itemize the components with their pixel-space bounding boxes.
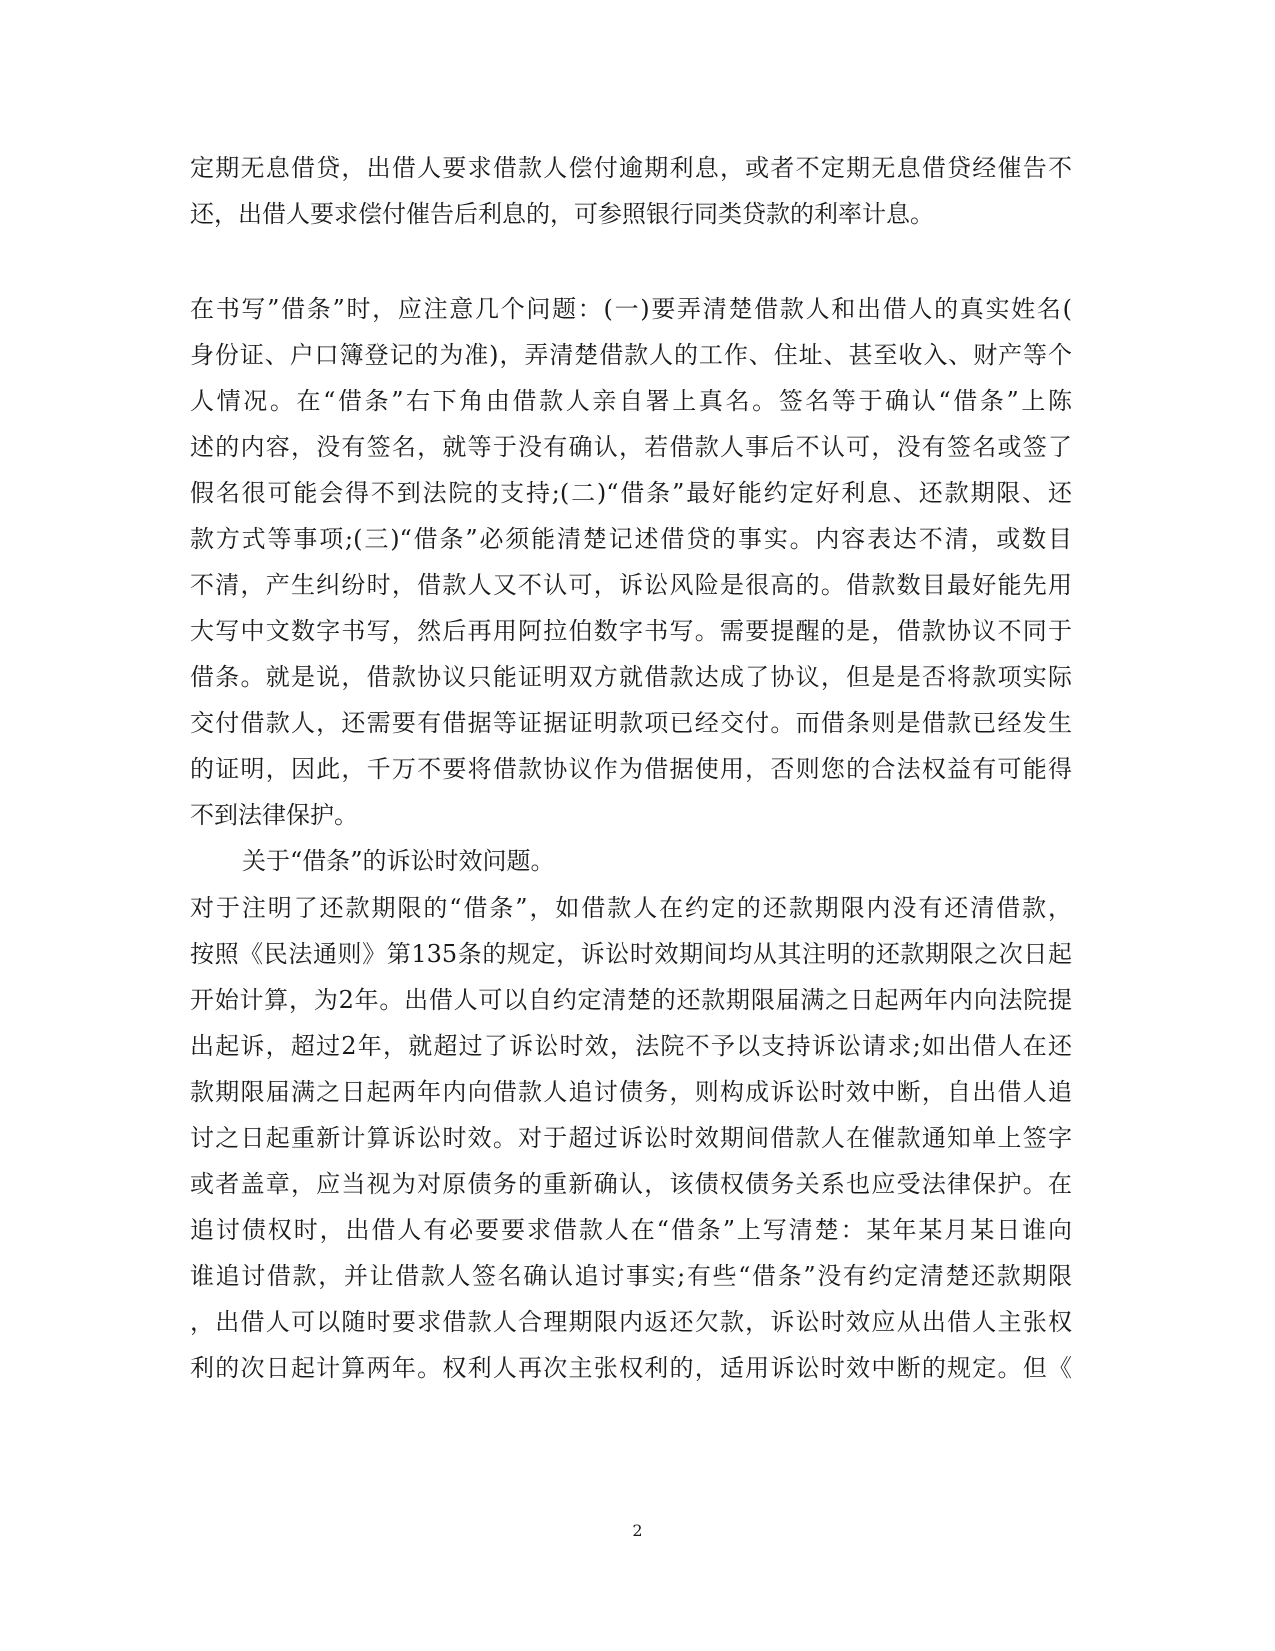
text-line: 人情况。在“借条”右下角由借款人亲自署上真名。签名等于确认“借条”上陈 <box>190 387 1072 415</box>
text-line: 或者盖章，应当视为对原债务的重新确认，该债权债务关系也应受法律保护。在 <box>190 1170 1072 1198</box>
text-line: 出起诉，超过2年，就超过了诉讼时效，法院不予以支持诉讼请求;如出借人在还 <box>190 1032 1072 1060</box>
text-line: 还，出借人要求偿付催告后利息的，可参照银行同类贷款的利率计息。 <box>190 200 934 228</box>
text-line: 款期限届满之日起两年内向借款人追讨债务，则构成诉讼时效中断，自出借人追 <box>190 1078 1072 1106</box>
text-line: 的证明，因此，千万不要将借款协议作为借据使用，否则您的合法权益有可能得 <box>190 755 1072 783</box>
text-line: 款方式等事项;(三)“借条”必须能清楚记述借贷的事实。内容表达不清，或数目 <box>190 525 1072 553</box>
text-line: 身份证、户口簿登记的为准)，弄清楚借款人的工作、住址、甚至收入、财产等个 <box>190 341 1072 369</box>
text-line: 在书写”借条”时，应注意几个问题：(一)要弄清楚借款人和出借人的真实姓名( <box>190 295 1072 323</box>
text-line: 追讨债权时，出借人有必要要求借款人在“借条”上写清楚：某年某月某日谁向 <box>190 1216 1072 1244</box>
text-line: 开始计算，为2年。出借人可以自约定清楚的还款期限届满之日起两年内向法院提 <box>190 986 1072 1014</box>
text-line: 借条。就是说，借款协议只能证明双方就借款达成了协议，但是是否将款项实际 <box>190 663 1072 691</box>
text-line: 关于“借条”的诉讼时效问题。 <box>242 847 555 875</box>
text-line: 定期无息借贷，出借人要求借款人偿付逾期利息，或者不定期无息借贷经催告不 <box>190 154 1072 182</box>
text-line: 不清，产生纠纷时，借款人又不认可，诉讼风险是很高的。借款数目最好能先用 <box>190 571 1072 599</box>
text-line: 谁追讨借款，并让借款人签名确认追讨事实;有些“借条”没有约定清楚还款期限 <box>190 1262 1072 1290</box>
text-line: 假名很可能会得不到法院的支持;(二)“借条”最好能约定好利息、还款期限、还 <box>190 479 1072 507</box>
text-line: 交付借款人，还需要有借据等证据证明款项已经交付。而借条则是借款已经发生 <box>190 709 1072 737</box>
page-number: 2 <box>632 1521 643 1540</box>
text-line: 不到法律保护。 <box>190 801 358 829</box>
text-line: 述的内容，没有签名，就等于没有确认，若借款人事后不认可，没有签名或签了 <box>190 433 1072 461</box>
text-line: 利的次日起计算两年。权利人再次主张权利的，适用诉讼时效中断的规定。但《 <box>190 1354 1072 1382</box>
text-line: 按照《民法通则》第135条的规定，诉讼时效期间均从其注明的还款期限之次日起 <box>190 940 1072 968</box>
text-line: 对于注明了还款期限的“借条”，如借款人在约定的还款期限内没有还清借款， <box>190 894 1072 922</box>
text-line: 讨之日起重新计算诉讼时效。对于超过诉讼时效期间借款人在催款通知单上签字 <box>190 1124 1072 1152</box>
text-line: ，出借人可以随时要求借款人合理期限内返还欠款，诉讼时效应从出借人主张权 <box>190 1308 1072 1336</box>
text-line: 大写中文数字书写，然后再用阿拉伯数字书写。需要提醒的是，借款协议不同于 <box>190 617 1072 645</box>
